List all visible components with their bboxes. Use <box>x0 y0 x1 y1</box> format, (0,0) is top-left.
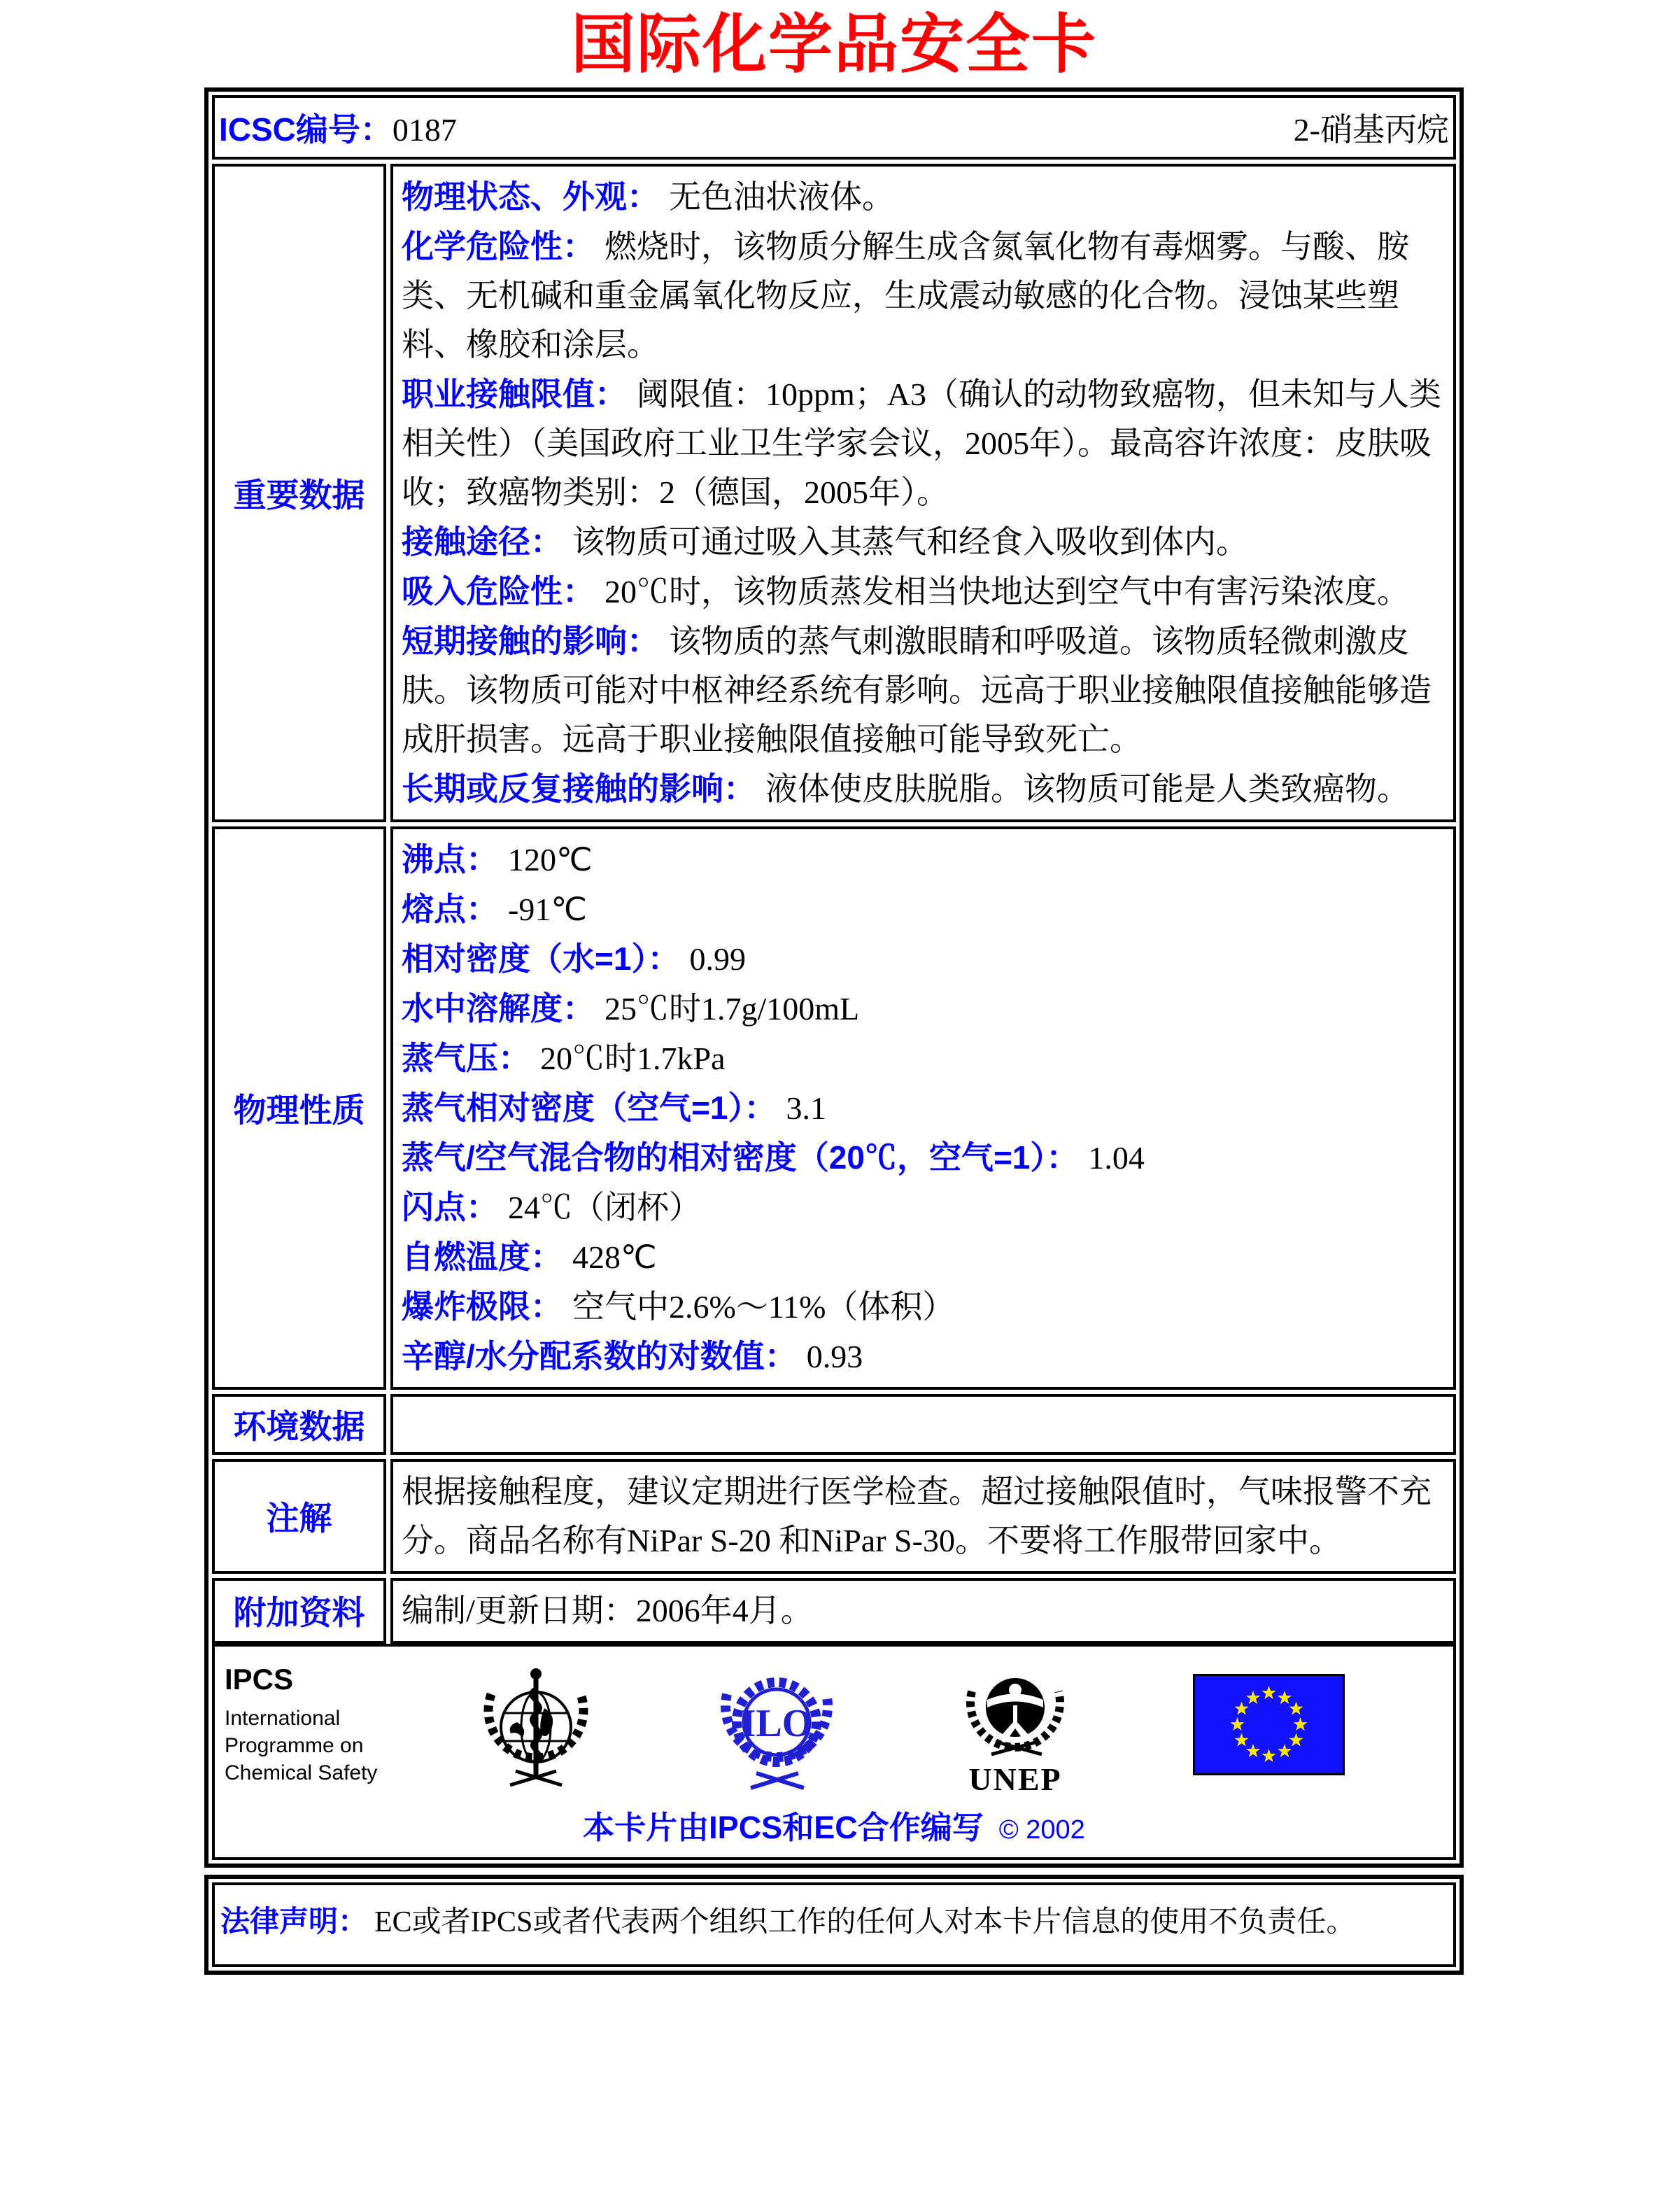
logos-row <box>212 1644 1456 1860</box>
section-row-0 <box>212 164 1456 822</box>
property-value: 液体使皮肤脱脂。该物质可能是人类致癌物。 <box>765 770 1409 807</box>
property-value: 编制/更新日期：2006年4月。 <box>402 1592 813 1628</box>
property-label: 熔点： <box>402 890 498 927</box>
ilo-logo-icon <box>710 1656 843 1794</box>
property-label: 相对密度（水=1）： <box>402 940 680 977</box>
icsc-number-value: 0187 <box>392 111 457 148</box>
property-value: 无色油状液体。 <box>669 178 894 215</box>
property-item <box>402 369 1449 517</box>
ipcs-line-3: Chemical Safety <box>225 1761 378 1785</box>
cooperation-caption <box>215 1802 1453 1847</box>
property-label: 自燃温度： <box>402 1238 563 1275</box>
property-value: 25℃时1.7g/100mL <box>605 990 860 1027</box>
property-item <box>402 517 1449 567</box>
logo-strip <box>215 1655 1453 1795</box>
header-row <box>212 95 1456 160</box>
icsc-number-group <box>219 104 457 150</box>
property-value: 0.99 <box>689 941 746 977</box>
header-cell <box>212 95 1456 160</box>
property-label: 闪点： <box>402 1188 498 1225</box>
property-label: 长期或反复接触的影响： <box>402 770 756 807</box>
property-item <box>402 172 1449 222</box>
unep-wordmark-text: UNEP <box>968 1761 1062 1795</box>
legal-notice-cell <box>212 1882 1456 1967</box>
property-value: 阈限值：10ppm；A3（确认的动物致癌物，但未知与人类相关性）（美国政府工业卫生学家会议，2005年）。最高容许浓度：皮肤吸收；致癌物类别：2（德国，2005年）。 <box>402 376 1441 510</box>
property-item <box>402 885 1449 934</box>
property-label: 接触途径： <box>402 523 563 560</box>
icsc-number-label: ICSC编号： <box>219 111 393 148</box>
property-item <box>402 617 1449 764</box>
property-item <box>402 934 1449 984</box>
property-item <box>402 567 1449 617</box>
section-row-1 <box>212 826 1456 1390</box>
property-label: 沸点： <box>402 840 498 878</box>
section-row-3 <box>212 1459 1456 1574</box>
section-label: 重要数据 <box>212 164 386 822</box>
ipcs-text-block <box>225 1663 393 1787</box>
section-label: 环境数据 <box>212 1394 386 1455</box>
property-item <box>402 1586 1449 1635</box>
property-label: 水中溶解度： <box>402 989 595 1027</box>
property-value: 根据接触程度，建议定期进行医学检查。超过接触限值时，气味报警不充分。商品名称有NiPar S-20 和NiPar S-30。不要将工作服带回家中。 <box>402 1473 1432 1558</box>
property-label: 职业接触限值： <box>402 375 627 412</box>
property-item <box>402 1083 1449 1133</box>
property-value: 120℃ <box>508 841 593 878</box>
property-item <box>402 835 1449 885</box>
property-item <box>402 1282 1449 1332</box>
property-label: 短期接触的影响： <box>402 622 659 659</box>
property-item <box>402 764 1449 814</box>
ipcs-title: IPCS <box>225 1663 294 1696</box>
section-content <box>390 1459 1456 1574</box>
chemical-name: 2-硝基丙烷 <box>1293 111 1449 148</box>
property-label: 爆炸极限： <box>402 1288 563 1325</box>
property-item <box>402 984 1449 1034</box>
section-label: 物理性质 <box>212 826 386 1390</box>
logos-cell <box>212 1644 1456 1860</box>
property-value: 3.1 <box>786 1090 826 1126</box>
legal-notice-text: EC或者IPCS或者代表两个组织工作的任何人对本卡片信息的使用不负责任。 <box>374 1905 1356 1938</box>
property-label: 蒸气/空气混合物的相对密度（20℃，空气=1）： <box>402 1139 1079 1176</box>
property-label: 物理状态、外观： <box>402 178 659 215</box>
icsc-card-table <box>204 87 1464 1868</box>
property-value: 1.04 <box>1088 1139 1145 1176</box>
property-value: 该物质可通过吸入其蒸气和经食入吸收到体内。 <box>572 523 1248 560</box>
property-value: 空气中2.6%～11%（体积） <box>572 1288 955 1325</box>
section-row-4 <box>212 1578 1456 1644</box>
property-value: 24℃（闭杯） <box>508 1189 701 1225</box>
section-label: 附加资料 <box>212 1578 386 1644</box>
property-value: 0.93 <box>806 1338 863 1374</box>
property-label: 吸入危险性： <box>402 572 595 610</box>
section-row-2 <box>212 1394 1456 1455</box>
copyright-text: © 2002 <box>998 1815 1085 1845</box>
property-item <box>402 1034 1449 1083</box>
property-value: 燃烧时，该物质分解生成含氮氧化物有毒烟雾。与酸、胺类、无机碱和重金属氧化物反应，生成震动敏感的化合物。浸蚀某些塑料、橡胶和涂层。 <box>402 228 1409 362</box>
property-value: 20℃时，该物质蒸发相当快地达到空气中有害污染浓度。 <box>605 573 1409 610</box>
property-label: 化学危险性： <box>402 227 595 265</box>
ipcs-line-1: International <box>225 1707 341 1731</box>
property-label: 辛醇/水分配系数的对数值： <box>402 1337 797 1374</box>
property-item <box>402 1467 1449 1565</box>
page-title: 国际化学品安全卡 <box>570 9 1097 80</box>
sections-container <box>212 164 1456 1644</box>
property-value: 该物质的蒸气刺激眼睛和呼吸道。该物质轻微刺激皮肤。该物质可能对中枢神经系统有影响。远高于职业接触限值接触能够造成肝损害。远高于职业接触限值接触可能导致死亡。 <box>402 623 1432 757</box>
property-item <box>402 222 1449 369</box>
property-item <box>402 1332 1449 1381</box>
property-label: 蒸气相对密度（空气=1）： <box>402 1089 777 1126</box>
section-content <box>390 1394 1456 1455</box>
section-label: 注解 <box>212 1459 386 1574</box>
property-value: 20℃时1.7kPa <box>540 1040 726 1076</box>
section-content <box>390 1578 1456 1644</box>
section-content <box>390 164 1456 822</box>
property-label: 蒸气压： <box>402 1039 530 1076</box>
unep-logo-icon <box>955 1655 1075 1795</box>
property-value: -91℃ <box>508 891 587 927</box>
legal-notice-label: 法律声明： <box>220 1904 368 1938</box>
legal-notice-box <box>204 1875 1464 1975</box>
eu-flag-icon <box>1193 1674 1345 1775</box>
who-logo-icon <box>474 1659 598 1791</box>
property-item <box>402 1133 1449 1183</box>
property-item <box>402 1183 1449 1232</box>
cooperation-caption-text: 本卡片由IPCS和EC合作编写 <box>583 1809 984 1845</box>
document-content <box>204 11 1464 1975</box>
property-item <box>402 1232 1449 1282</box>
property-value: 428℃ <box>572 1239 657 1275</box>
section-content <box>390 826 1456 1390</box>
ipcs-line-2: Programme on <box>225 1734 364 1758</box>
ilo-monogram-text: ILO <box>740 1701 813 1745</box>
